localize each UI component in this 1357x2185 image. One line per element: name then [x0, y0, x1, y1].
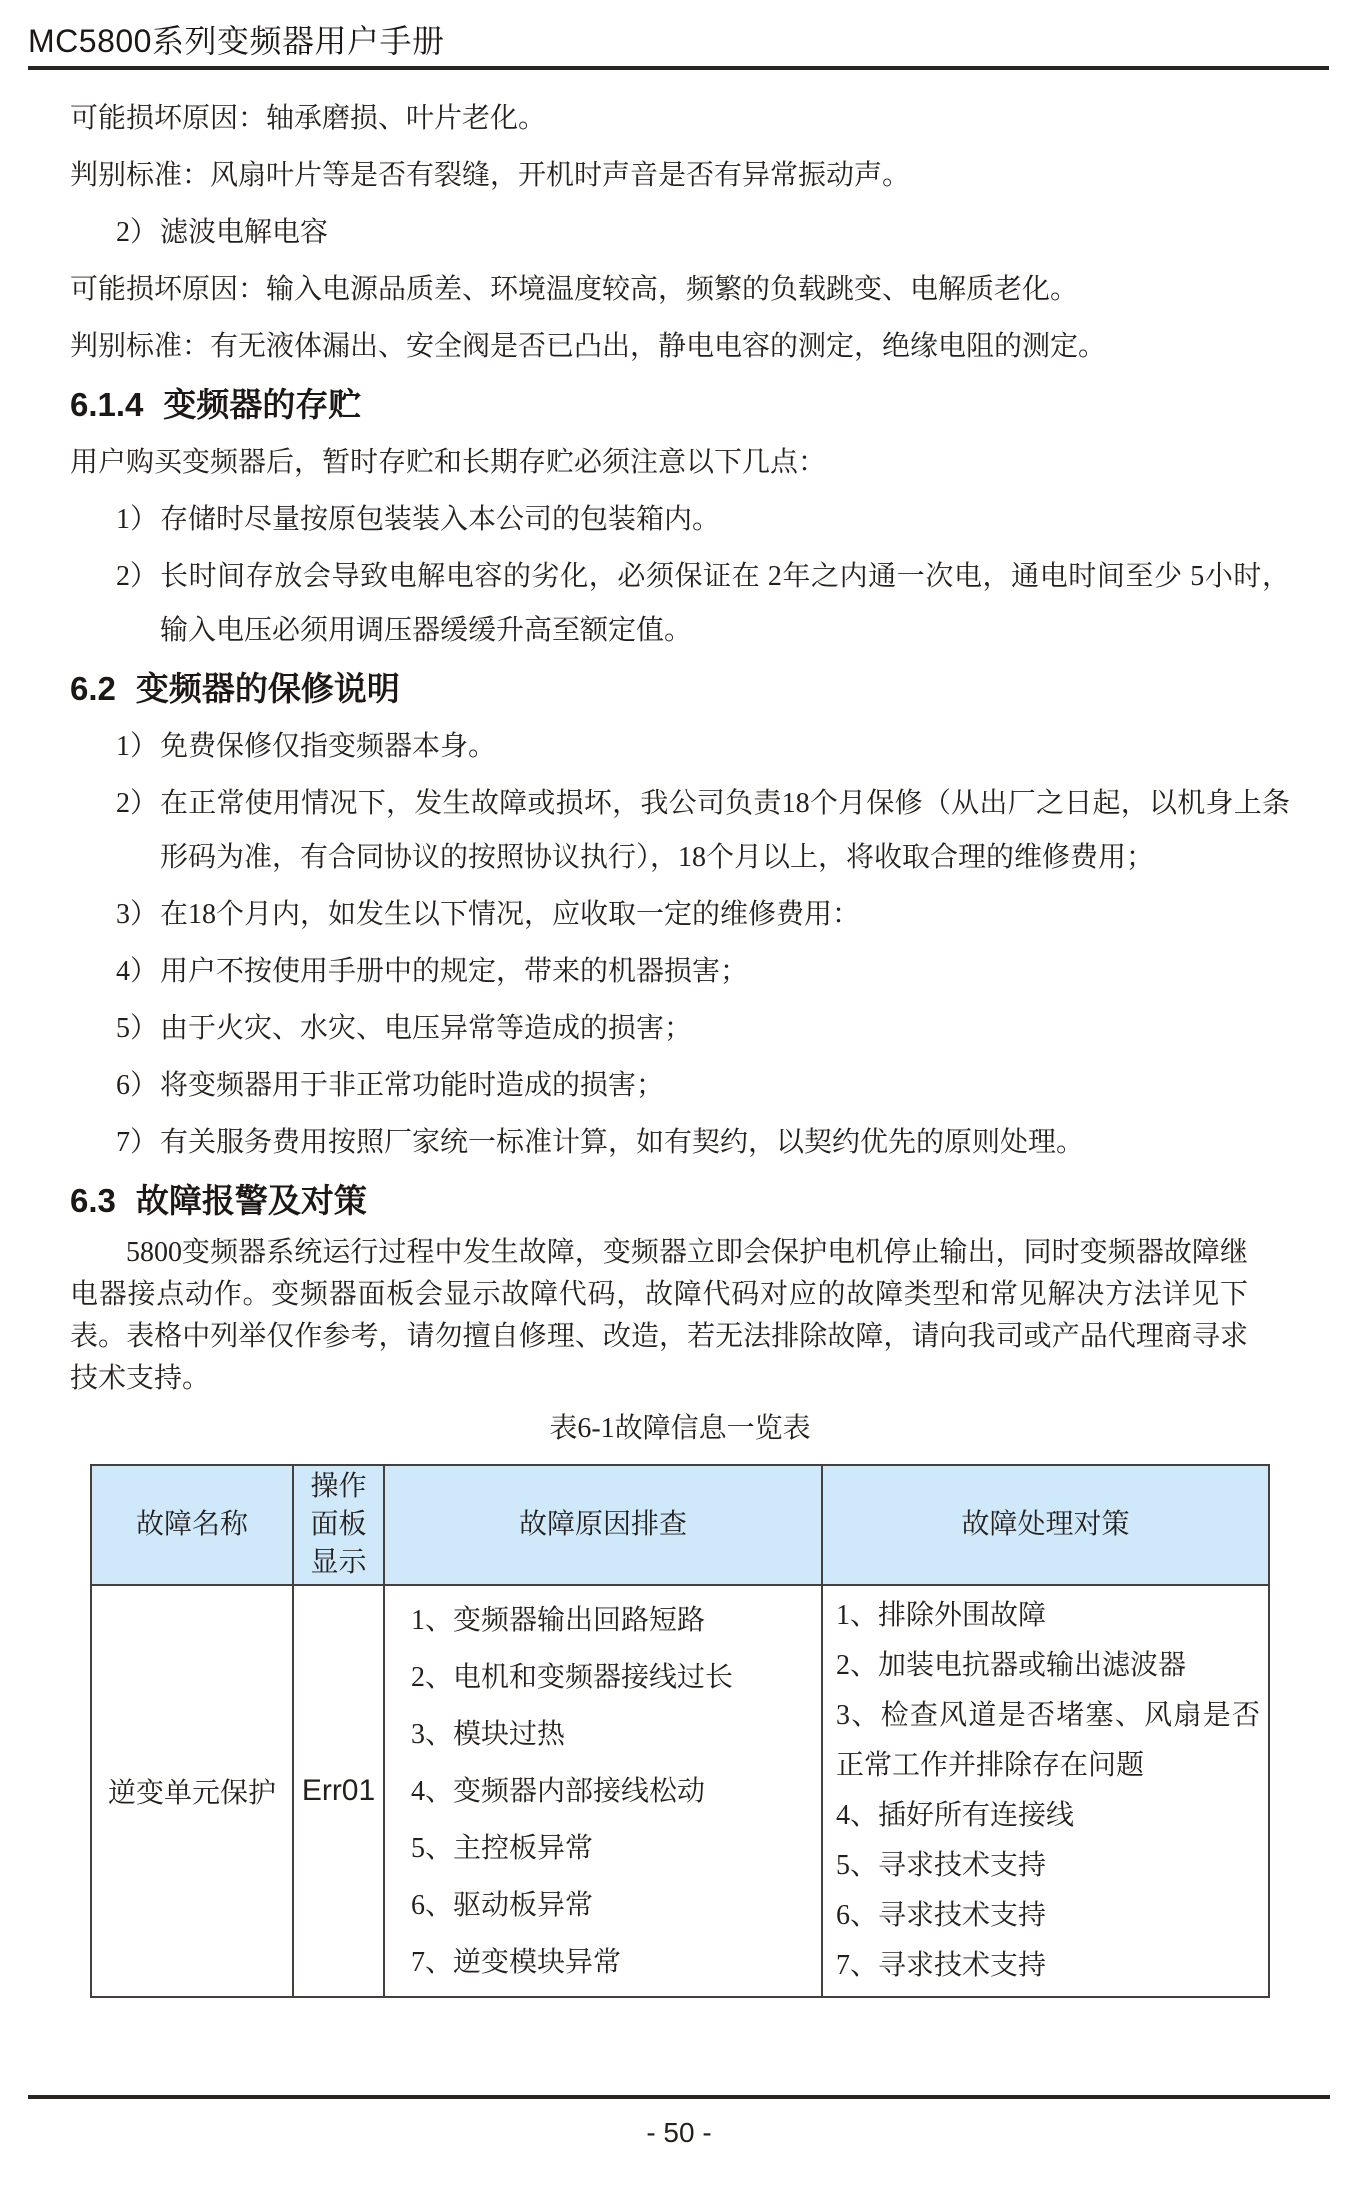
solution-line: 1、排除外围故障 — [836, 1600, 1047, 1631]
list-item-number: 5） — [116, 1013, 159, 1044]
storage-list-item — [116, 493, 1290, 547]
table-header-row — [91, 1465, 1269, 1585]
solution-line: 7、寻求技术支持 — [836, 1950, 1047, 1981]
section-number: 6.2 — [70, 670, 116, 707]
section-heading-6-1-4 — [70, 382, 1290, 428]
storage-list-item — [116, 550, 1290, 658]
warranty-list-item — [116, 1116, 1290, 1170]
list-item-text: 存储时尽量按原包装装入本公司的包装箱内。 — [160, 504, 721, 535]
table-row — [91, 1585, 1269, 1997]
fault-alarm-paragraph: 5800变频器系统运行过程中发生故障，变频器立即会保护电机停止输出，同时变频器故障继电器接点动作。变频器面板会显示故障代码，故障代码对应的故障类型和常见解决方法详见下表。表格中列举仅作参考，请勿擅自修理、改造，若无法排除故障，请向我司或产品代理商寻求技术支持。 — [70, 1237, 1248, 1394]
section-heading-6-2 — [70, 666, 1290, 712]
list-item-number: 2） — [116, 788, 159, 819]
column-header-fault-name: 故障名称 — [91, 1465, 293, 1585]
cause-line: 4、变频器内部接线松动 — [411, 1775, 706, 1807]
list-item-text: 在18个月内，如发生以下情况，应收取一定的维修费用： — [160, 899, 861, 930]
warranty-list-item — [116, 888, 1290, 942]
fan-criteria-text: 判别标准：风扇叶片等是否有裂缝，开机时声音是否有异常振动声。 — [70, 160, 911, 191]
warranty-list-item — [116, 1059, 1290, 1113]
page-number: - 50 - — [646, 2117, 712, 2148]
section-number: 6.3 — [70, 1182, 116, 1219]
page-header — [0, 0, 1357, 70]
solution-line: 6、寻求技术支持 — [836, 1900, 1047, 1931]
section-title: 故障报警及对策 — [135, 1182, 367, 1219]
list-item-number: 3） — [116, 899, 159, 930]
list-item-number: 2） — [116, 561, 159, 592]
cause-line: 1、变频器输出回路短路 — [411, 1604, 706, 1636]
list-item-number: 1） — [116, 731, 159, 762]
list-item-text: 在正常使用情况下，发生故障或损坏，我公司负责18个月保修（从出厂之日起，以机身上条形码为准，有合同协议的按照协议执行），18个月以上，将收取合理的维修费用； — [160, 788, 1290, 873]
list-item-number: 4） — [116, 956, 159, 987]
list-item-text: 免费保修仅指变频器本身。 — [160, 731, 497, 762]
column-header-cause: 故障原因排查 — [384, 1465, 822, 1585]
section-number: 6.1.4 — [70, 386, 144, 423]
solution-line: 3、检查风道是否堵塞、风扇是否正常工作并排除存在问题 — [836, 1700, 1260, 1781]
warranty-list-item — [116, 777, 1290, 885]
section-heading-6-3 — [70, 1178, 1290, 1224]
cause-line: 5、主控板异常 — [411, 1832, 594, 1864]
section-title: 变频器的存贮 — [163, 386, 362, 423]
fan-damage-cause-text: 可能损坏原因：轴承磨损、叶片老化。 — [70, 103, 547, 134]
list-item-number: 1） — [116, 504, 159, 535]
solution-line: 2、加装电抗器或输出滤波器 — [836, 1650, 1187, 1681]
list-item-text: 用户不按使用手册中的规定，带来的机器损害； — [160, 956, 749, 987]
list-item-text: 有关服务费用按照厂家统一标准计算，如有契约，以契约优先的原则处理。 — [160, 1127, 1085, 1158]
column-header-solution: 故障处理对策 — [822, 1465, 1269, 1585]
list-item-number: 7） — [116, 1127, 159, 1158]
list-item-number: 6） — [116, 1070, 159, 1101]
warranty-list-item — [116, 720, 1290, 774]
warranty-list-item — [116, 945, 1290, 999]
cause-line: 3、模块过热 — [411, 1718, 566, 1750]
cause-line: 2、电机和变频器接线过长 — [411, 1661, 734, 1693]
cap-criteria-text: 判别标准：有无液体漏出、安全阀是否已凸出，静电电容的测定，绝缘电阻的测定。 — [70, 331, 1107, 362]
cause-line: 6、驱动板异常 — [411, 1889, 594, 1921]
warranty-list-item — [116, 1002, 1290, 1056]
list-item-filter-capacitor — [116, 206, 1290, 260]
storage-intro-text: 用户购买变频器后，暂时存贮和长期存贮必须注意以下几点： — [70, 447, 827, 478]
fault-name-cell: 逆变单元保护 — [91, 1585, 293, 1997]
list-item-text: 滤波电解电容 — [160, 217, 329, 248]
header-title: MC5800系列变频器用户手册 — [28, 23, 445, 59]
cap-damage-cause-text: 可能损坏原因：输入电源品质差、环境温度较高，频繁的负载跳变、电解质老化。 — [70, 274, 1079, 305]
fault-table — [90, 1464, 1270, 1998]
column-header-panel-display: 操作面板显示 — [293, 1465, 384, 1585]
causes-cell — [384, 1585, 822, 1997]
list-item-text: 由于火灾、水灾、电压异常等造成的损害； — [160, 1013, 693, 1044]
solutions-cell — [822, 1585, 1269, 1997]
panel-display-cell: Err01 — [293, 1585, 384, 1997]
page-footer — [28, 2095, 1330, 2185]
cause-line: 7、逆变模块异常 — [411, 1946, 622, 1978]
solution-line: 4、插好所有连接线 — [836, 1800, 1075, 1831]
list-item-text: 将变频器用于非正常功能时造成的损害； — [160, 1070, 665, 1101]
table-caption: 表6-1故障信息一览表 — [549, 1413, 811, 1444]
page-body — [0, 70, 1357, 1998]
list-item-number: 2） — [116, 217, 159, 248]
list-item-text: 长时间存放会导致电解电容的劣化，必须保证在 2年之内通一次电，通电时间至少 5小时，输入电压必须用调压器缓缓升高至额定值。 — [160, 561, 1290, 646]
section-title: 变频器的保修说明 — [135, 670, 400, 707]
footer-rule — [28, 2095, 1330, 2099]
solution-line: 5、寻求技术支持 — [836, 1850, 1047, 1881]
